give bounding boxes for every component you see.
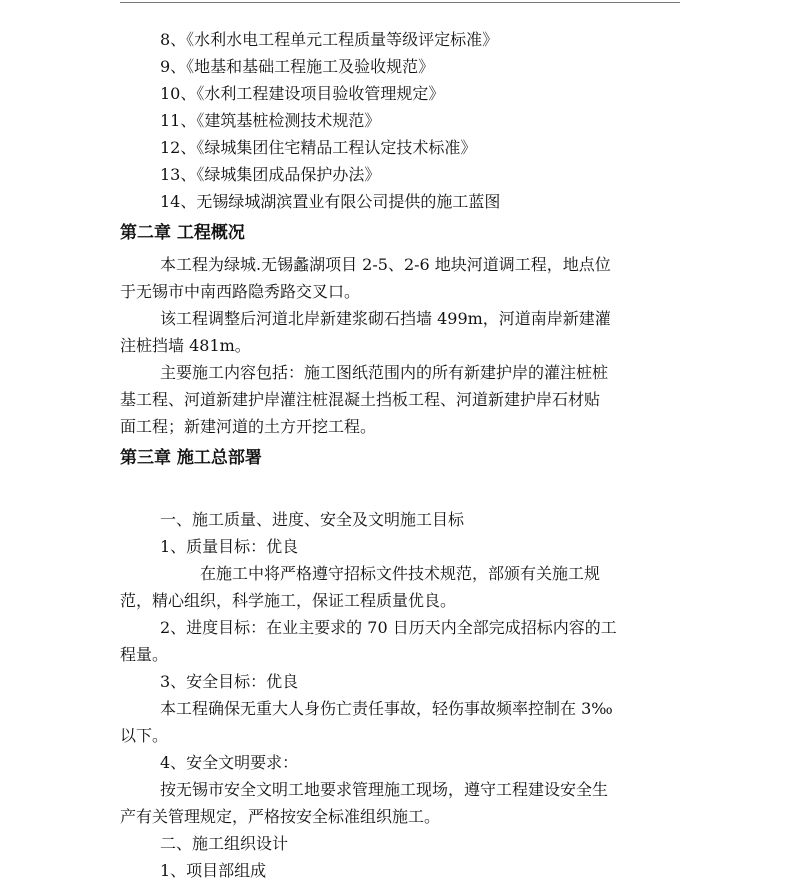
paragraph-line: 以下。 <box>120 726 169 745</box>
paragraph-line: 在施工中将严格遵守招标文件技术规范，部颁有关施工规 <box>200 564 601 583</box>
header-rule <box>120 2 680 3</box>
paragraph-line: 注桩挡墙 481m。 <box>120 336 251 355</box>
paragraph-line: 3、安全目标：优良 <box>160 672 299 691</box>
section-heading: 一、施工质量、进度、安全及文明施工目标 <box>160 510 465 529</box>
paragraph-line: 该工程调整后河道北岸新建浆砌石挡墙 499m，河道南岸新建灌 <box>160 309 611 328</box>
chapter-3-heading: 第三章 施工总部署 <box>120 448 262 468</box>
paragraph-line: 本工程为绿城.无锡蠡湖项目 2-5、2-6 地块河道调工程，地点位 <box>160 255 611 274</box>
reference-item: 10、《水利工程建设项目验收管理规定》 <box>160 84 445 103</box>
paragraph-line: 程量。 <box>120 645 169 664</box>
paragraph-line: 按无锡市安全文明工地要求管理施工现场，遵守工程建设安全生 <box>160 780 609 799</box>
blank-line <box>120 476 680 506</box>
paragraph-line: 于无锡市中南西路隐秀路交叉口。 <box>120 282 361 301</box>
reference-item: 11、《建筑基桩检测技术规范》 <box>160 111 381 130</box>
paragraph-line: 产有关管理规定，严格按安全标准组织施工。 <box>120 807 441 826</box>
reference-item: 14、无锡绿城湖滨置业有限公司提供的施工蓝图 <box>160 192 501 211</box>
reference-item: 13、《绿城集团成品保护办法》 <box>160 165 381 184</box>
document-body <box>120 26 680 884</box>
chapter-2-heading: 第二章 工程概况 <box>120 223 245 243</box>
paragraph-line: 本工程确保无重大人身伤亡责任事故，轻伤事故频率控制在 3‰ <box>160 699 613 718</box>
paragraph-line: 面工程；新建河道的土方开挖工程。 <box>120 417 377 436</box>
paragraph-line: 4、安全文明要求： <box>160 753 299 772</box>
section-heading: 二、施工组织设计 <box>160 834 289 853</box>
paragraph-line: 范，精心组织，科学施工，保证工程质量优良。 <box>120 591 457 610</box>
reference-item: 12、《绿城集团住宅精品工程认定技术标准》 <box>160 138 477 157</box>
paragraph-line: 1、质量目标：优良 <box>160 537 299 556</box>
paragraph-line: 基工程、河道新建护岸灌注桩混凝土挡板工程、河道新建护岸石材贴 <box>120 390 601 409</box>
paragraph-line: 1、项目部组成 <box>160 861 267 880</box>
reference-item: 8、《水利水电工程单元工程质量等级评定标准》 <box>160 30 499 49</box>
paragraph-line: 主要施工内容包括：施工图纸范围内的所有新建护岸的灌注桩桩 <box>160 363 609 382</box>
reference-item: 9、《地基和基础工程施工及验收规范》 <box>160 57 435 76</box>
paragraph-line: 2、进度目标：在业主要求的 70 日历天内全部完成招标内容的工 <box>160 618 617 637</box>
